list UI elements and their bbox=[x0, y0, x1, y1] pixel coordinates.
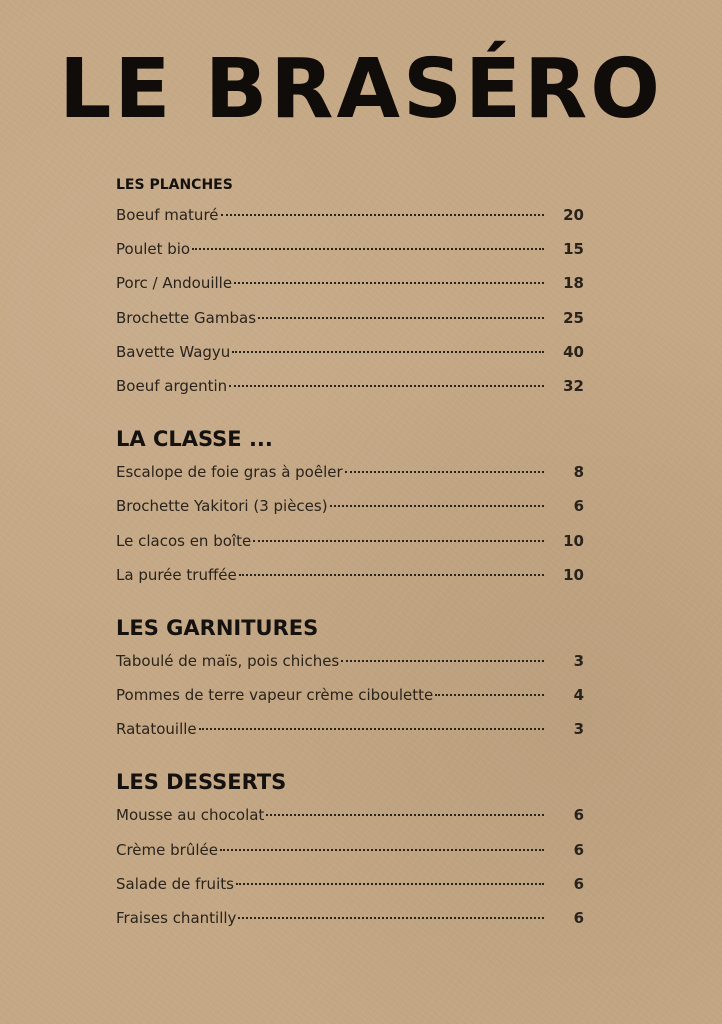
menu-item bbox=[116, 798, 584, 832]
item-price: 3 bbox=[573, 651, 584, 670]
dot-leader bbox=[253, 540, 544, 542]
item-name: Taboulé de maïs, pois chiches bbox=[116, 651, 340, 670]
item-price: 25 bbox=[563, 308, 584, 327]
item-name: Fraises chantilly bbox=[116, 909, 237, 927]
section-garnitures bbox=[116, 612, 596, 747]
restaurant-title: LE BRASÉRO bbox=[59, 42, 663, 137]
item-price: 15 bbox=[563, 240, 584, 259]
item-name: Brochette Yakitori (3 pièces) bbox=[116, 497, 328, 516]
dot-leader bbox=[238, 917, 544, 919]
item-price: 10 bbox=[563, 531, 584, 550]
item-price: 6 bbox=[573, 806, 584, 825]
section-heading: LES PLANCHES bbox=[116, 177, 233, 193]
menu-item bbox=[116, 524, 584, 558]
item-price: 6 bbox=[573, 497, 584, 516]
dot-leader bbox=[330, 505, 544, 507]
menu-item bbox=[116, 266, 584, 300]
menu-item bbox=[116, 335, 584, 369]
item-price: 4 bbox=[573, 686, 584, 705]
item-name: Escalope de foie gras à poêler bbox=[116, 463, 343, 482]
menu-item bbox=[116, 369, 584, 403]
dot-leader bbox=[192, 248, 544, 250]
menu-item bbox=[116, 644, 584, 678]
menu-item bbox=[116, 712, 584, 746]
item-name: Boeuf argentin bbox=[116, 376, 228, 395]
item-name: La purée truffée bbox=[116, 565, 237, 584]
dot-leader bbox=[221, 214, 544, 216]
menu-item bbox=[116, 198, 584, 232]
item-name: Crème brûlée bbox=[116, 840, 218, 859]
item-price: 8 bbox=[573, 463, 584, 482]
dot-leader bbox=[236, 883, 544, 885]
section-spacer bbox=[116, 403, 596, 423]
item-price: 6 bbox=[573, 874, 584, 893]
item-price: 6 bbox=[573, 909, 584, 927]
section-spacer bbox=[116, 746, 596, 766]
section-heading: LA CLASSE ... bbox=[116, 427, 273, 452]
menu-list bbox=[116, 172, 596, 935]
item-name: Le clacos en boîte bbox=[116, 531, 252, 550]
menu-item bbox=[116, 901, 584, 935]
dot-leader bbox=[266, 814, 544, 816]
dot-leader bbox=[234, 282, 544, 284]
menu-item bbox=[116, 678, 584, 712]
item-name: Porc / Andouille bbox=[116, 274, 233, 293]
dot-leader bbox=[258, 317, 544, 319]
dot-leader bbox=[239, 574, 544, 576]
item-price: 18 bbox=[563, 274, 584, 293]
menu-item bbox=[116, 833, 584, 867]
section-classe bbox=[116, 423, 596, 592]
dot-leader bbox=[220, 849, 544, 851]
menu-item bbox=[116, 558, 584, 592]
menu-item bbox=[116, 867, 584, 901]
item-name: Poulet bio bbox=[116, 240, 191, 259]
menu-item bbox=[116, 232, 584, 266]
item-name: Boeuf maturé bbox=[116, 206, 219, 224]
item-name: Mousse au chocolat bbox=[116, 806, 265, 825]
menu-item bbox=[116, 301, 584, 335]
section-spacer bbox=[116, 592, 596, 612]
section-desserts bbox=[116, 766, 596, 935]
item-price: 40 bbox=[563, 342, 584, 361]
section-heading: LES DESSERTS bbox=[116, 770, 287, 795]
dot-leader bbox=[341, 660, 544, 662]
dot-leader bbox=[345, 471, 544, 473]
item-name: Bavette Wagyu bbox=[116, 342, 231, 361]
menu-item bbox=[116, 489, 584, 523]
item-name: Pommes de terre vapeur crème ciboulette bbox=[116, 686, 434, 705]
menu-item bbox=[116, 455, 584, 489]
item-name: Ratatouille bbox=[116, 720, 197, 739]
item-price: 6 bbox=[573, 840, 584, 859]
section-heading: LES GARNITURES bbox=[116, 615, 319, 640]
item-price: 20 bbox=[563, 206, 584, 224]
item-price: 32 bbox=[563, 376, 584, 395]
dot-leader bbox=[232, 351, 544, 353]
dot-leader bbox=[229, 385, 544, 387]
dot-leader bbox=[199, 728, 544, 730]
section-planches bbox=[116, 172, 596, 403]
item-name: Salade de fruits bbox=[116, 874, 234, 893]
item-price: 10 bbox=[563, 565, 584, 584]
dot-leader bbox=[435, 694, 544, 696]
item-price: 3 bbox=[573, 720, 584, 739]
item-name: Brochette Gambas bbox=[116, 308, 257, 327]
